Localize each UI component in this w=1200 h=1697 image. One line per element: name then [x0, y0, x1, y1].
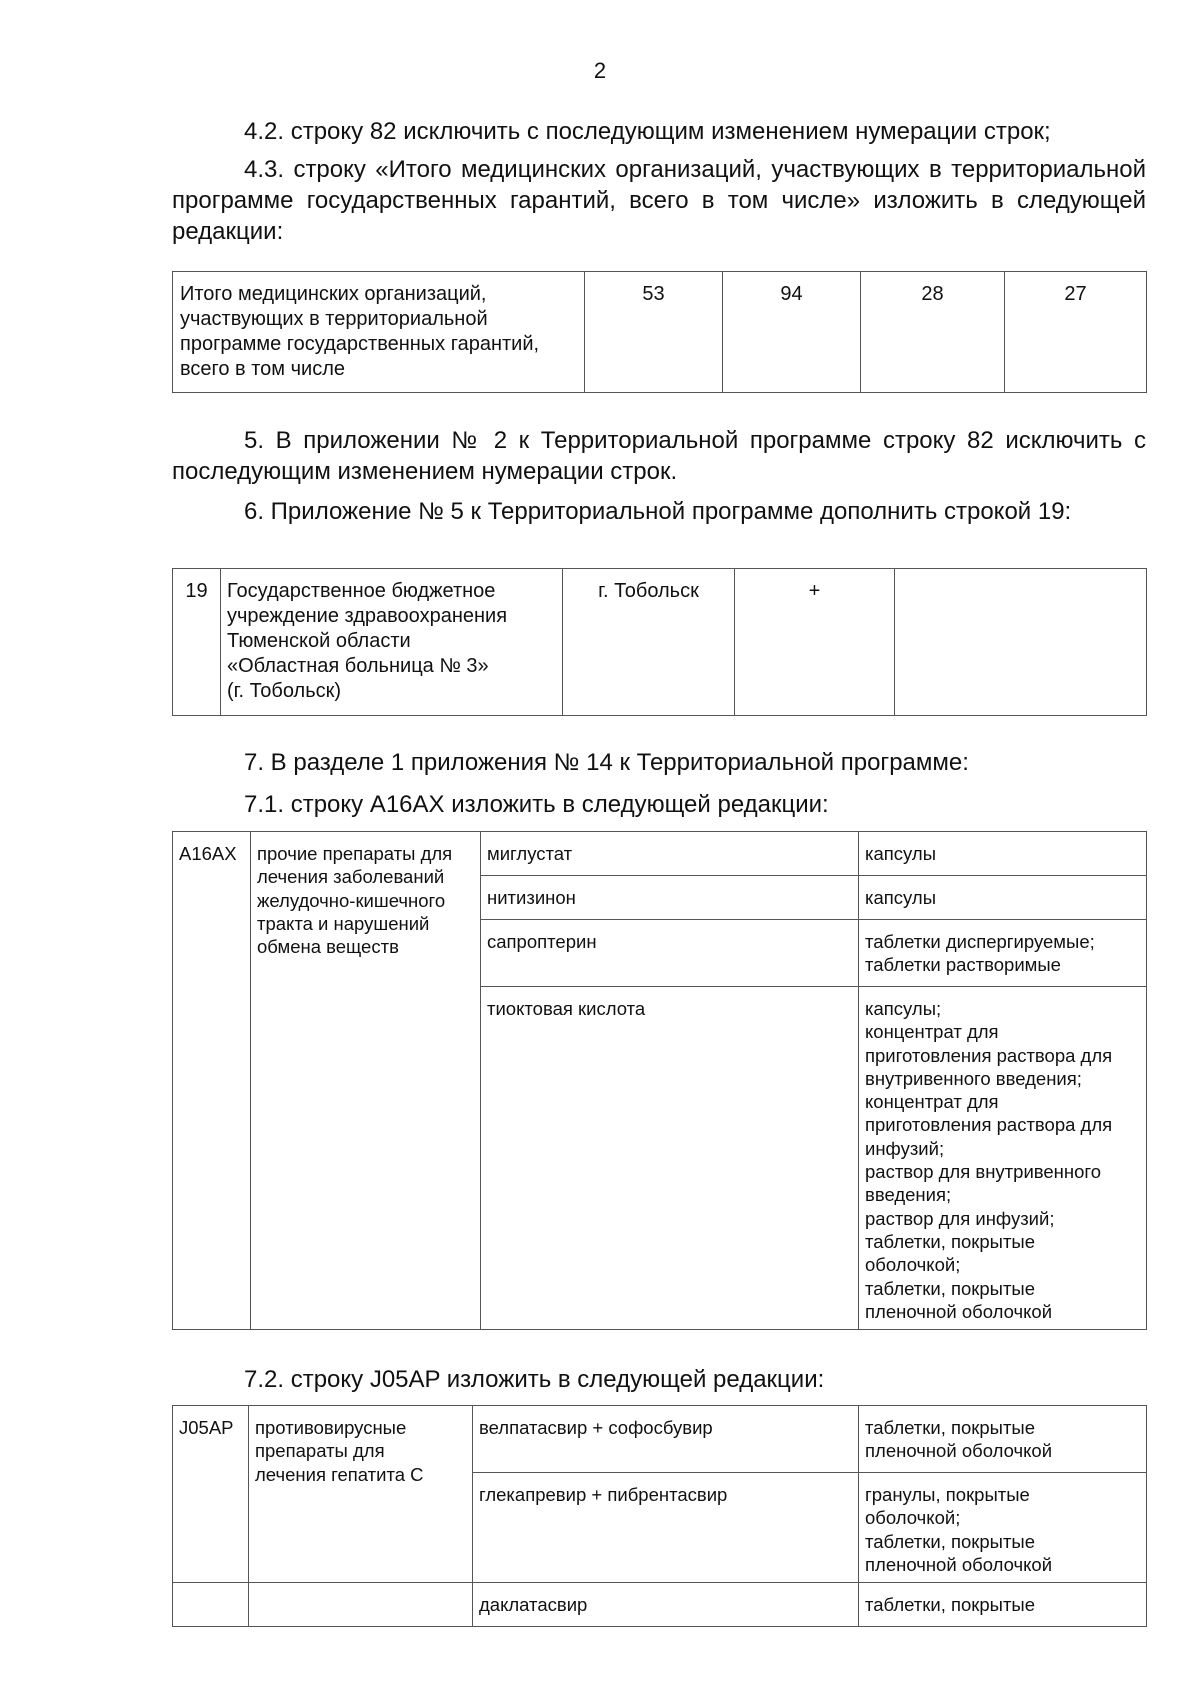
j05ap-form-line: таблетки, покрытые	[865, 1417, 1036, 1438]
a16ax-form-line: раствор для внутривенного	[865, 1161, 1102, 1183]
a16ax-group-line: обмена веществ	[257, 936, 399, 958]
a16ax-group-line: прочие препараты для	[257, 843, 453, 864]
paragraph-7: 7. В разделе 1 приложения № 14 к Территориальной программе:	[244, 749, 969, 776]
paragraph-7-1: 7.1. строку А16АХ изложить в следующей редакции:	[244, 791, 829, 818]
a16ax-group-line: тракта и нарушений	[257, 912, 430, 934]
j05ap-group-line: лечения гепатита С	[255, 1463, 424, 1485]
j05ap-form-line: пленочной оболочкой	[865, 1553, 1053, 1575]
totals-value-cell: 94	[723, 272, 861, 393]
paragraph-5: 5. В приложении № 2 к Территориальной программе строку 82 исключить с последующим изменением нумерации строк.	[172, 427, 1146, 485]
j05ap-form-line: пленочной оболочкой	[865, 1440, 1053, 1462]
j05ap-form-line: гранулы, покрытые	[865, 1484, 1030, 1505]
totals-value-cell: 53	[585, 272, 723, 393]
row19-city-cell: г. Тобольск	[563, 569, 735, 716]
totals-value-cell: 28	[861, 272, 1005, 393]
a16ax-drug-cell: нитизинон	[481, 876, 859, 920]
a16ax-form-line: пленочной оболочкой	[865, 1300, 1053, 1322]
a16ax-form-line: капсулы	[865, 887, 936, 908]
j05ap-drug-cell: велпатасвир + софосбувир	[473, 1406, 859, 1473]
table-row	[173, 569, 1147, 716]
totals-label-cell: Итого медицинских организаций, участвующих в территориальной программе государственных гарантий, всего в том числе	[173, 272, 585, 393]
a16ax-form-line: таблетки, покрытые	[865, 1230, 1036, 1252]
j05ap-code-cell: J05AP	[173, 1406, 249, 1583]
a16ax-form-line: концентрат для	[865, 1021, 999, 1043]
paragraph-4-2: 4.2. строку 82 исключить с последующим изменением нумерации строк;	[244, 118, 1051, 145]
a16ax-form-line: таблетки, покрытые	[865, 1277, 1036, 1299]
row19-name-line: Государственное бюджетное	[227, 580, 496, 602]
row19-mark-cell: +	[735, 569, 895, 716]
a16ax-form-line: приготовления раствора для	[865, 1044, 1113, 1066]
paragraph-4-3: 4.3. строку «Итого медицинских организаций, участвующих в территориальной программе государственных гарантий, всего в том числе» изложить в следующей редакции:	[172, 156, 1146, 245]
a16ax-drug-cell: миглустат	[481, 832, 859, 876]
totals-value-cell: 27	[1005, 272, 1147, 393]
a16ax-form-line: оболочкой;	[865, 1254, 961, 1276]
row19-name-line: Тюменской области	[227, 630, 411, 652]
a16ax-form-cell	[859, 920, 1147, 987]
a16ax-form-line: таблетки растворимые	[865, 954, 1061, 976]
j05ap-empty-cell	[249, 1583, 473, 1627]
a16ax-form-line: внутривенного введения;	[865, 1067, 1082, 1089]
a16ax-form-line: введения;	[865, 1184, 952, 1206]
a16ax-drug-cell: сапроптерин	[481, 920, 859, 987]
a16ax-drug-cell: тиоктовая кислота	[481, 987, 859, 1330]
a16ax-group-cell	[251, 832, 481, 1330]
j05ap-form-line: таблетки, покрытые	[865, 1530, 1036, 1552]
a16ax-form-cell	[859, 987, 1147, 1330]
a16ax-table	[172, 831, 1147, 1330]
row19-name-line: «Областная больница № 3»	[227, 655, 489, 677]
row19-table	[172, 568, 1147, 716]
j05ap-form-cell	[859, 1583, 1147, 1627]
j05ap-form-cell	[859, 1406, 1147, 1473]
a16ax-form-line: капсулы	[865, 843, 936, 864]
table-row	[173, 1583, 1147, 1627]
paragraph-7-2: 7.2. строку J05AP изложить в следующей редакции:	[244, 1366, 825, 1393]
a16ax-form-cell	[859, 832, 1147, 876]
j05ap-form-cell	[859, 1473, 1147, 1583]
a16ax-form-line: капсулы;	[865, 998, 942, 1019]
j05ap-group-cell	[249, 1406, 473, 1583]
a16ax-form-line: раствор для инфузий;	[865, 1207, 1055, 1229]
a16ax-form-line: таблетки диспергируемые;	[865, 931, 1095, 952]
a16ax-group-line: лечения заболеваний	[257, 866, 445, 888]
table-row	[173, 832, 1147, 876]
totals-table	[172, 271, 1147, 393]
row19-empty-cell	[895, 569, 1147, 716]
a16ax-form-line: приготовления раствора для	[865, 1114, 1113, 1136]
page-number: 2	[593, 58, 607, 83]
j05ap-form-line: таблетки, покрытые	[865, 1594, 1036, 1616]
a16ax-form-line: концентрат для	[865, 1091, 999, 1113]
table-row	[173, 272, 1147, 393]
a16ax-form-line: инфузий;	[865, 1137, 945, 1159]
j05ap-empty-cell	[173, 1583, 249, 1627]
row19-name-line: (г. Тобольск)	[227, 680, 342, 702]
paragraph-6: 6. Приложение № 5 к Территориальной программе дополнить строкой 19:	[244, 498, 1072, 525]
row19-num-cell: 19	[173, 569, 221, 716]
j05ap-table	[172, 1405, 1147, 1627]
j05ap-group-line: препараты для	[255, 1440, 385, 1462]
row19-name-line: учреждение здравоохранения	[227, 605, 508, 627]
j05ap-drug-cell: глекапревир + пибрентасвир	[473, 1473, 859, 1583]
a16ax-group-line: желудочно-кишечного	[257, 889, 446, 911]
row19-name-cell	[221, 569, 563, 716]
j05ap-drug-cell: даклатасвир	[473, 1583, 859, 1627]
j05ap-group-line: противовирусные	[255, 1417, 407, 1438]
table-row	[173, 1406, 1147, 1473]
a16ax-code-cell: A16AX	[173, 832, 251, 1330]
j05ap-form-line: оболочкой;	[865, 1507, 961, 1529]
a16ax-form-cell	[859, 876, 1147, 920]
